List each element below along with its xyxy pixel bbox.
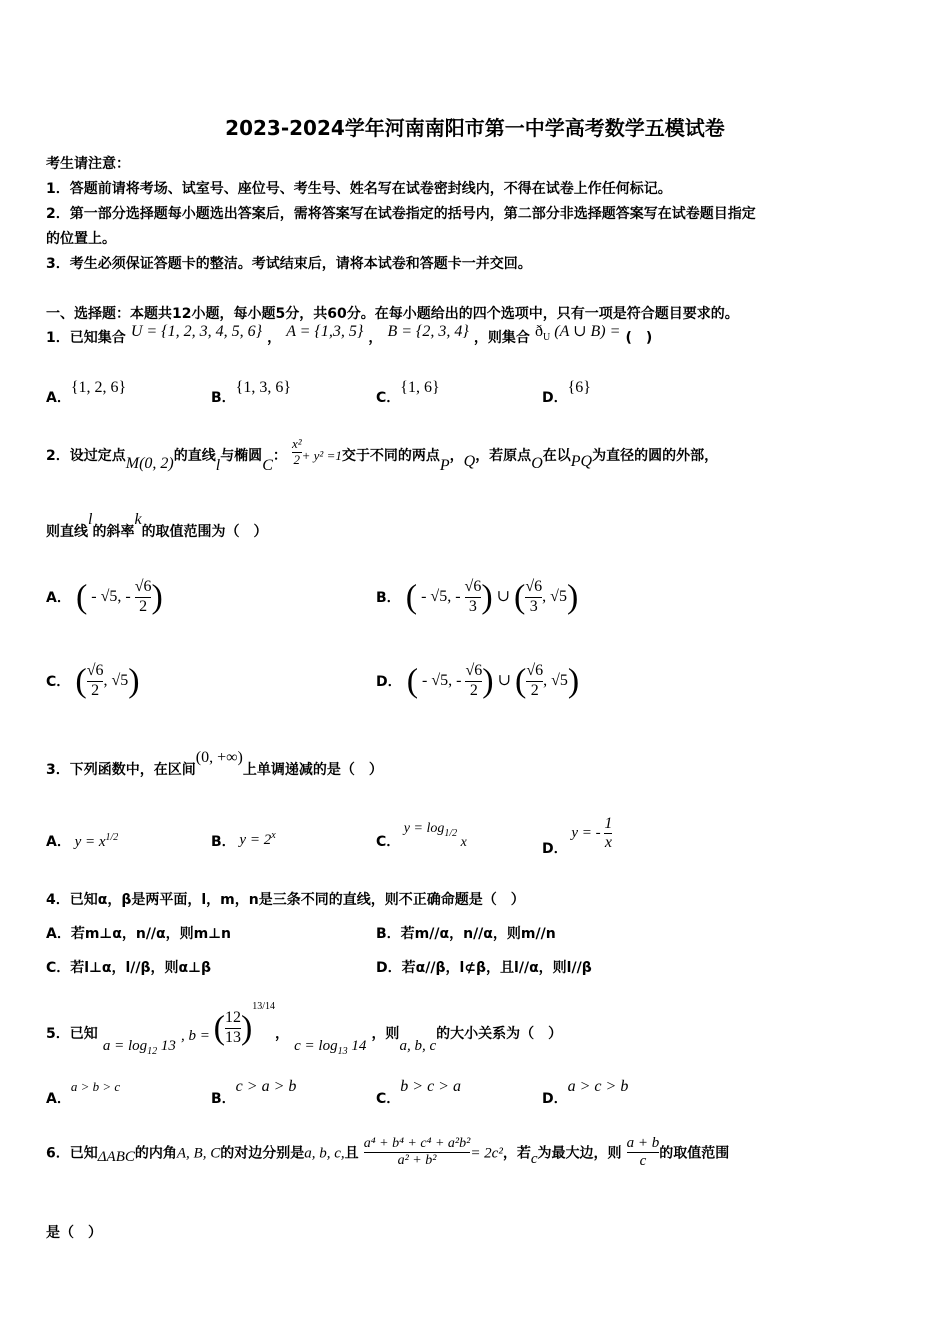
option-label: C．	[376, 1091, 401, 1107]
q5-text: 5．已知	[46, 1025, 98, 1042]
option-label: D．	[376, 674, 402, 690]
option-value: ( - √5, - $\frac{√6}{2}$ ) ∪ ( $\frac{√6}{2}$ , √5)	[406, 662, 580, 699]
q2-point-Q: Q	[463, 452, 476, 470]
option-value: ( - √5, - $\frac{√6}{2}$ )	[75, 578, 163, 615]
notice-item: 的位置上。	[46, 231, 116, 247]
q2-point-P: P	[439, 456, 450, 474]
q2-text: 则直线	[46, 524, 88, 540]
q6-text: ，若	[502, 1145, 531, 1162]
option-value: {1, 2, 6}	[70, 379, 127, 396]
question-2: 2．设过定点M(0, 2)的直线l与椭圆C： $\frac{\text{x²}}{2}$ + y² =1交于不同的两点P，Q，若原点O在以PQ为直径的圆的外部，	[46, 436, 719, 474]
complement-sub: U	[543, 332, 551, 344]
q3-interval: (0, +∞)	[195, 749, 243, 766]
q2-point-M: M(0, 2)	[125, 454, 174, 472]
option-label: A．	[46, 390, 71, 406]
option-value: 若l⊥α，l//β，则α⊥β	[70, 960, 211, 976]
option-label: C．	[46, 960, 71, 976]
option-label: D．	[376, 960, 402, 976]
question-6	[46, 1135, 729, 1171]
q2-text: 的直线	[173, 447, 216, 464]
option-label: A．	[46, 926, 71, 942]
q6-ratio	[627, 1135, 660, 1171]
option-value: {6}	[567, 379, 591, 396]
q2-colon: ：	[272, 447, 287, 464]
q5-text: ，则	[371, 1025, 400, 1042]
option-label: A．	[46, 1091, 71, 1107]
option-value: {1, 3, 6}	[235, 379, 292, 396]
q1-sep: ，	[368, 330, 383, 346]
q2-text: 的斜率	[92, 524, 135, 540]
q6-c: c	[530, 1151, 538, 1168]
option-value: b > c > a	[400, 1078, 461, 1095]
q6-angles: A, B, C	[176, 1145, 221, 1162]
q6-fraction	[364, 1136, 471, 1169]
q3-option-B: B． $y = 2^x$	[211, 830, 276, 850]
option-label: C．	[376, 834, 401, 850]
frac-num: a⁴ + b⁴ + c⁴ + a²b²	[363, 1136, 471, 1152]
option-label: B．	[211, 1091, 236, 1107]
option-value: ( - √5, - $\frac{√6}{3}$ ) ∪ ( $\frac{√6}{3}$ , √5)	[405, 578, 579, 615]
frac-den: c	[627, 1152, 660, 1170]
q4-option-C	[46, 957, 211, 977]
q2-segment-PQ: PQ	[570, 452, 593, 470]
page-title: 2023-2024学年河南南阳市第一中学高考数学五模试卷	[225, 116, 725, 140]
q2-ellipse-frac	[292, 437, 302, 468]
q3-option-C: C． $y = \log_{1/2} x$	[376, 821, 467, 850]
option-label: B．	[211, 834, 236, 850]
option-label: D．	[542, 1091, 568, 1107]
answer-paren: ( )	[625, 330, 653, 346]
q2-text: 的取值范围为（ ）	[141, 524, 268, 540]
option-label: B．	[211, 390, 236, 406]
option-value: 若m⊥α，n//α，则m⊥n	[70, 926, 232, 942]
q2-text: 为直径的圆的外部，	[592, 447, 719, 464]
option-label: D．	[542, 390, 568, 406]
q2-slope-k: k	[134, 511, 142, 528]
q6-text: 的取值范围	[659, 1145, 730, 1162]
q3-text: 3．下列函数中，在区间	[46, 762, 196, 778]
option-value: a > b > c	[70, 1079, 121, 1094]
option-label: D．	[542, 841, 568, 858]
option-label: B．	[376, 590, 401, 606]
option-value: a > c > b	[567, 1078, 629, 1095]
q1-then: ，则集合	[473, 330, 530, 346]
notice-item: 1．答题前请将考场、试室号、座位号、考生号、姓名写在试卷密封线内，不得在试卷上作任何标记。	[46, 181, 672, 197]
frac-den: 2	[293, 451, 301, 467]
q2-text: 2．设过定点	[46, 447, 126, 464]
q6-sides: a, b, c,	[304, 1145, 345, 1162]
q2-option-D	[376, 662, 579, 700]
q2-ellipse-C: C	[262, 456, 273, 474]
question-4: 4．已知α，β是两平面，l，m，n是三条不同的直线，则不正确命题是（ ）	[46, 892, 525, 908]
q2-text: 交于不同的两点	[341, 447, 440, 464]
option-label: C．	[376, 390, 401, 406]
q5-options	[46, 1078, 906, 1108]
q2-option-C	[46, 662, 140, 700]
q1-set-B: B = {2, 3, 4}	[387, 323, 469, 340]
q2-line-l: l	[88, 511, 93, 528]
q2-option-B	[376, 578, 578, 616]
option-value: ( $\frac{√6}{2}$ , √5)	[75, 662, 140, 699]
q6-rhs: = 2c²	[470, 1145, 503, 1162]
notice-heading: 考生请注意：	[46, 156, 130, 172]
notice-item: 3．考生必须保证答题卡的整洁。考试结束后，请将本试卷和答题卡一并交回。	[46, 256, 532, 272]
q4-option-A	[46, 923, 231, 943]
frac-num: x²	[291, 436, 302, 451]
q4-option-D	[376, 957, 592, 977]
frac-num: a + b	[626, 1135, 660, 1151]
question-6-line2: 是（ ）	[46, 1225, 102, 1241]
question-5: 5．已知 $a = \log_{12} 13$ , b = ( $\frac{12}{13}$ )$^{13/14}$， $c = \log_{13} 14$ ，则a, b, c的大小关系为（ ）	[46, 1001, 563, 1057]
option-label: B．	[376, 926, 401, 942]
option-value: 若α//β，l⊄β，且l//α，则l//β	[401, 960, 592, 976]
q1-prefix: 1．已知集合	[46, 330, 126, 346]
q2-text: 在以	[542, 447, 571, 464]
q6-triangle: ΔABC	[97, 1149, 135, 1166]
q1-set-U: U = {1, 2, 3, 4, 5, 6}	[130, 323, 262, 340]
q1-complement	[535, 323, 621, 344]
q6-text: 的对边分别是	[220, 1145, 305, 1162]
q1-sep: ，	[267, 330, 282, 346]
complement-symbol: ð	[535, 323, 544, 340]
question-1	[46, 323, 653, 349]
section-heading: 一、选择题：本题共12小题，每小题5分，共60分。在每小题给出的四个选项中，只有一项是符合题目要求的。	[46, 306, 739, 322]
q2-option-A	[46, 578, 163, 616]
notice-item: 2．第一部分选择题每小题选出答案后，需将答案写在试卷指定的括号内，第二部分非选择题答案写在试卷题目指定	[46, 206, 756, 222]
q4-option-B	[376, 923, 556, 943]
q5-text: 的大小关系为（ ）	[436, 1025, 563, 1042]
option-label: A．	[46, 834, 71, 850]
q2-ellipse-rest: + y² =1	[301, 447, 342, 463]
q1-expr: (A ∪ B) =	[554, 323, 621, 340]
q1-set-A: A = {1,3, 5}	[286, 323, 364, 340]
q2-text: ，若原点	[475, 447, 532, 464]
option-label: C．	[46, 674, 71, 690]
q2-origin-O: O	[531, 454, 543, 472]
option-label: A．	[46, 590, 71, 606]
q3-option-D: D． y = - $\frac{1}{x}$	[542, 815, 613, 858]
frac-den: a² + b²	[364, 1152, 471, 1169]
question-3	[46, 749, 383, 779]
q3-options	[46, 815, 906, 865]
q5-abc: a, b, c	[399, 1037, 437, 1054]
q3-text: 上单调递减的是（ ）	[242, 762, 383, 778]
question-2-line2	[46, 511, 268, 541]
q6-text: 6．已知	[46, 1145, 98, 1162]
q6-text: 为最大边，则	[537, 1145, 622, 1162]
q2-text: 与椭圆	[220, 447, 263, 464]
q6-text: 且	[344, 1145, 359, 1162]
q3-option-A: A． $y = x^{1/2}$	[46, 832, 119, 850]
option-value: {1, 6}	[400, 379, 440, 396]
option-value: c > a > b	[235, 1078, 297, 1095]
option-value: 若m//α，n//α，则m//n	[400, 926, 556, 942]
q6-text: 的内角	[134, 1145, 177, 1162]
q2-line-l: l	[215, 456, 221, 474]
